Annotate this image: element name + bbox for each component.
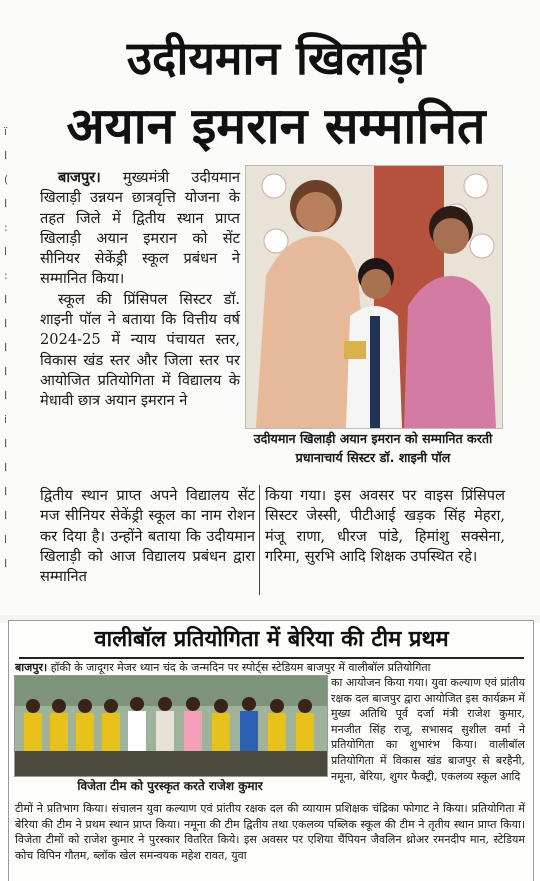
volleyball-team-photo xyxy=(14,675,328,777)
column-divider xyxy=(259,485,260,595)
volleyball-photo-caption: विजेता टीम को पुरस्कृत करते राजेश कुमार xyxy=(77,779,263,793)
volleyball-lead-text: हॉकी के जादूगर मेजर ध्यान चंद के जन्मदिन पर स्पोर्ट्स स्टेडियम बाजपुर में वालीबॉल प्रतियोगिता xyxy=(47,661,431,674)
headline-line2: अयान इमरान सम्मानित xyxy=(66,97,486,155)
dateline: बाजपुर। xyxy=(58,169,101,186)
article-column-bottom-right: किया गया। इस अवसर पर वाइस प्रिंसिपल सिस्टर जेस्सी, पीटीआई खड़क सिंह मेहरा, मंजू राणा, धीरज पांडे, हिमांशु सक्सेना, गरिमा, सुरभि आदि शिक्षक उपस्थित रहे। xyxy=(265,487,505,565)
adjacent-column-fragment: ï I ( I : l : I I I I I i I I I I l I xyxy=(4,125,9,570)
team-photo-illustration xyxy=(15,676,327,776)
volleyball-headline: वालीबॉल प्रतियोगिता में बेरिया की टीम प्रथम xyxy=(19,623,524,659)
article-column-bottom-left: द्वितीय स्थान प्राप्त अपने विद्यालय सेंट मज सीनियर सेकेंड्री स्कूल का नाम रोशन कर दिया है। उन्होंने बताया कि उदीयमान खिलाड़ी को आज विद्यालय प्रबंधन द्वारा सम्मानित xyxy=(40,487,255,586)
article-column-left xyxy=(40,168,240,412)
volleyball-lead xyxy=(15,660,525,676)
award-photo-illustration xyxy=(246,166,502,428)
volleyball-column-right: का आयोजन किया गया। युवा कल्याण एवं प्रांतीय रक्षक दल बाजपुर द्वारा आयोजित इस कार्यक्रम में मुख्य अतिथि पूर्व दर्जा मंत्री राजेश कुमार, मनजीत सिंह राजू, सभासद सुशील वर्मा ने प्रतियोगिता का शुभारंभ किया। वालीबॉल प्रतियोगिता में विकास खंड बाजपुर से बरहैनी, नमूना, बेरिया, शुगर फैक्ट्री, एकलव्य स्कूल आदि xyxy=(331,676,525,783)
paragraph-1-text: मुख्यमंत्री उदीयमान खिलाड़ी उन्नयन छात्रवृत्ति योजना के तहत जिले में द्वितीय स्थान प्राप्त खिलाड़ी अयान इमरान को सेंट सीनियर सेकेंड्री स्कूल प्रबंधन ने सम्मानित किया। xyxy=(40,169,240,288)
volleyball-dateline: बाजपुर। xyxy=(15,661,48,674)
paragraph-1 xyxy=(40,168,240,290)
paragraph-2: स्कूल की प्रिंसिपल सिस्टर डॉ. शाइनी पॉल ने बताया कि वित्तीय वर्ष 2024-25 में न्याय पंचायत स्तर, विकास खंड स्तर और जिला स्तर पर आयोजित प्रतियोगिता में विद्यालय के मेधावी छात्र अयान इमरान ने xyxy=(40,290,240,410)
volleyball-news-clipping xyxy=(8,620,534,881)
headline-line1: उदीयमान खिलाड़ी xyxy=(126,31,426,85)
award-photo xyxy=(245,165,503,429)
volleyball-column-bottom: टीमों ने प्रतिभाग किया। संचालन युवा कल्याण एवं प्रांतीय रक्षक दल की व्यायाम प्रशिक्षक चंद्रिका फोगाट ने किया। प्रतियोगिता में बेरिया की टीम ने प्रथम स्थान प्राप्त किया। नमूना की टीम द्वितीय तथा एकलव्य पब्लिक स्कूल की टीम ने तृतीय स्थान प्राप्त किया। विजेता टीमों को राजेश कुमार ने पुरस्कार वितरित किये। इस अवसर पर एशिया चैंपियन जैवलिन थ्रोअर रमनदीप मान, स्टेडियम कोच विपिन गौतम, ब्लॉक खेल समन्वयक महेश रावत, युवा xyxy=(15,802,525,862)
photo-caption: उदीयमान खिलाड़ी अयान इमरान को सम्मानित करती प्रधानाचार्य सिस्टर डॉ. शाइनी पॉल xyxy=(253,431,493,465)
